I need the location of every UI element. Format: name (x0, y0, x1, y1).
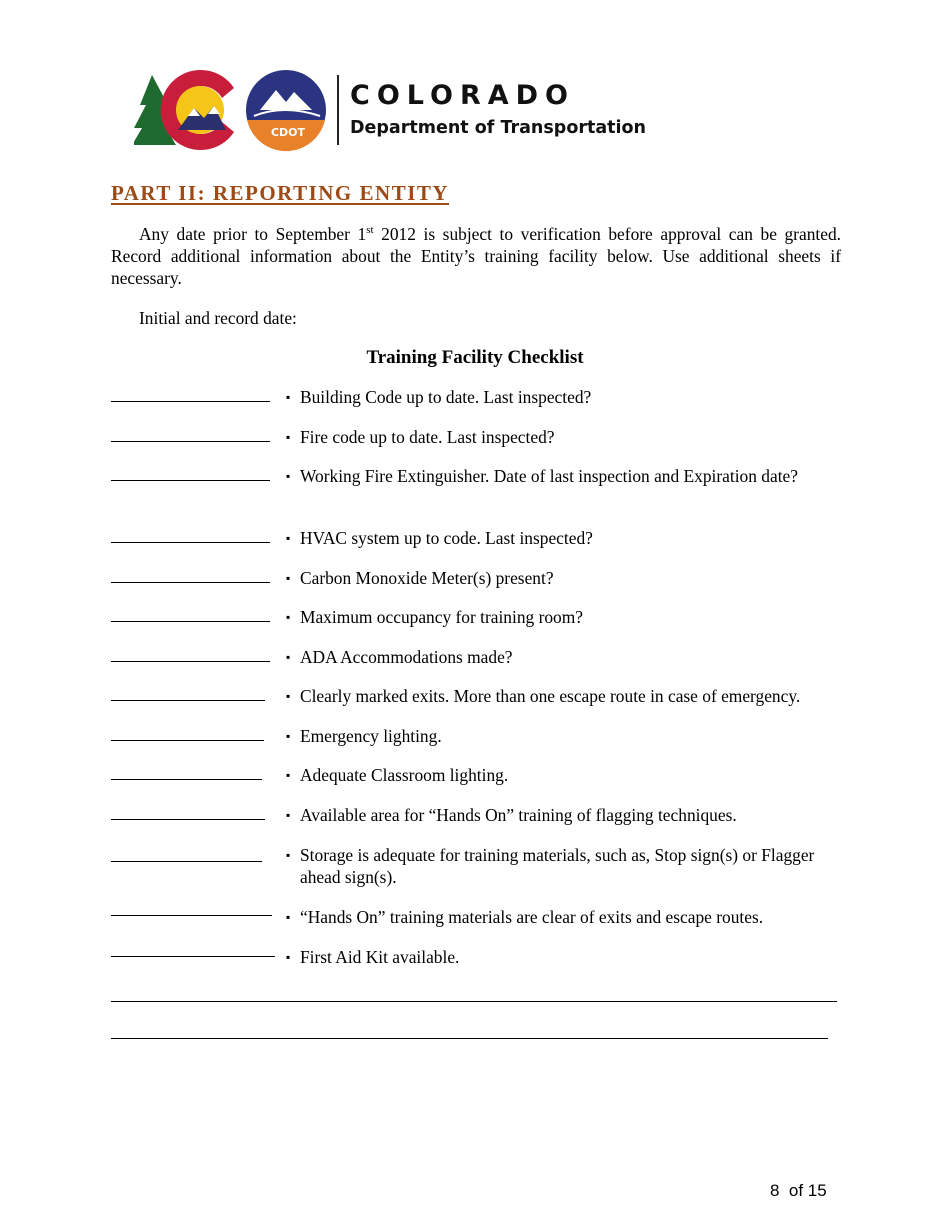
initial-date-line[interactable] (111, 861, 262, 862)
initial-date-line[interactable] (111, 401, 270, 402)
initial-date-line[interactable] (111, 915, 272, 916)
initial-date-line[interactable] (111, 621, 270, 622)
bullet-icon: ▪ (286, 571, 291, 585)
bullet-icon: ▪ (286, 469, 291, 483)
initial-date-line[interactable] (111, 956, 275, 957)
checklist-item-text: Fire code up to date. Last inspected? (300, 427, 555, 447)
department-name: Department of Transportation (350, 118, 647, 138)
initial-date-line[interactable] (111, 661, 270, 662)
bullet-icon: ▪ (286, 950, 291, 964)
intro-text-1: Any date prior to September 1 (139, 224, 367, 244)
initial-date-line[interactable] (111, 582, 270, 583)
bullet-icon: ▪ (286, 390, 291, 404)
checklist-item-text: Clearly marked exits. More than one escape route in case of emergency. (300, 686, 801, 706)
page-number: 8 of 15 (770, 1181, 827, 1200)
initial-date-line[interactable] (111, 779, 262, 780)
bullet-icon: ▪ (286, 610, 291, 624)
checklist-item-text: “Hands On” training materials are clear of exits and escape routes. (300, 907, 764, 927)
bullet-icon: ▪ (286, 531, 291, 545)
bullet-icon: ▪ (286, 768, 291, 782)
intro-text-2: 2012 is subject to verification before approval can be granted. Record additional information about the Entity’s training facility below. Use additional sheets if necessary. (111, 224, 841, 288)
bullet-icon: ▪ (286, 430, 291, 444)
cdot-badge-text: CDOT (270, 126, 306, 139)
initial-date-line[interactable] (111, 441, 270, 442)
org-name: COLORADO (350, 80, 576, 111)
notes-line[interactable] (111, 1001, 837, 1002)
cdot-logo-header (134, 70, 694, 155)
checklist-item-text: Working Fire Extinguisher. Date of last inspection and Expiration date? (300, 466, 798, 486)
checklist-item-text: Carbon Monoxide Meter(s) present? (300, 568, 554, 588)
initial-date-label: Initial and record date: (139, 308, 297, 328)
initial-date-line[interactable] (111, 819, 265, 820)
checklist-item-text: First Aid Kit available. (300, 947, 460, 967)
initial-date-line[interactable] (111, 740, 264, 741)
checklist-item-text: Emergency lighting. (300, 726, 442, 746)
checklist-item-text: ADA Accommodations made? (300, 647, 513, 667)
section-title: PART II: REPORTING ENTITY (111, 181, 450, 205)
bullet-icon: ▪ (286, 729, 291, 743)
initial-date-line[interactable] (111, 700, 265, 701)
checklist-item-text: Available area for “Hands On” training of flagging techniques. (300, 805, 737, 825)
bullet-icon: ▪ (286, 808, 291, 822)
checklist-item-text: Building Code up to date. Last inspected? (300, 387, 592, 407)
bullet-icon: ▪ (286, 650, 291, 664)
intro-superscript: st (366, 224, 374, 237)
initial-date-line[interactable] (111, 542, 270, 543)
checklist-title: Training Facility Checklist (366, 347, 584, 368)
initial-date-line[interactable] (111, 480, 270, 481)
checklist-item-text: Maximum occupancy for training room? (300, 607, 583, 627)
notes-line[interactable] (111, 1038, 828, 1039)
bullet-icon: ▪ (286, 910, 291, 924)
checklist-item-text: HVAC system up to code. Last inspected? (300, 528, 593, 548)
bullet-icon: ▪ (286, 689, 291, 703)
checklist-item-text: Adequate Classroom lighting. (300, 765, 509, 785)
intro-paragraph (111, 223, 841, 289)
bullet-icon: ▪ (286, 848, 291, 862)
checklist-item-text: Storage is adequate for training materials, such as, Stop sign(s) or Flagger ahead sign(s). (300, 845, 815, 887)
